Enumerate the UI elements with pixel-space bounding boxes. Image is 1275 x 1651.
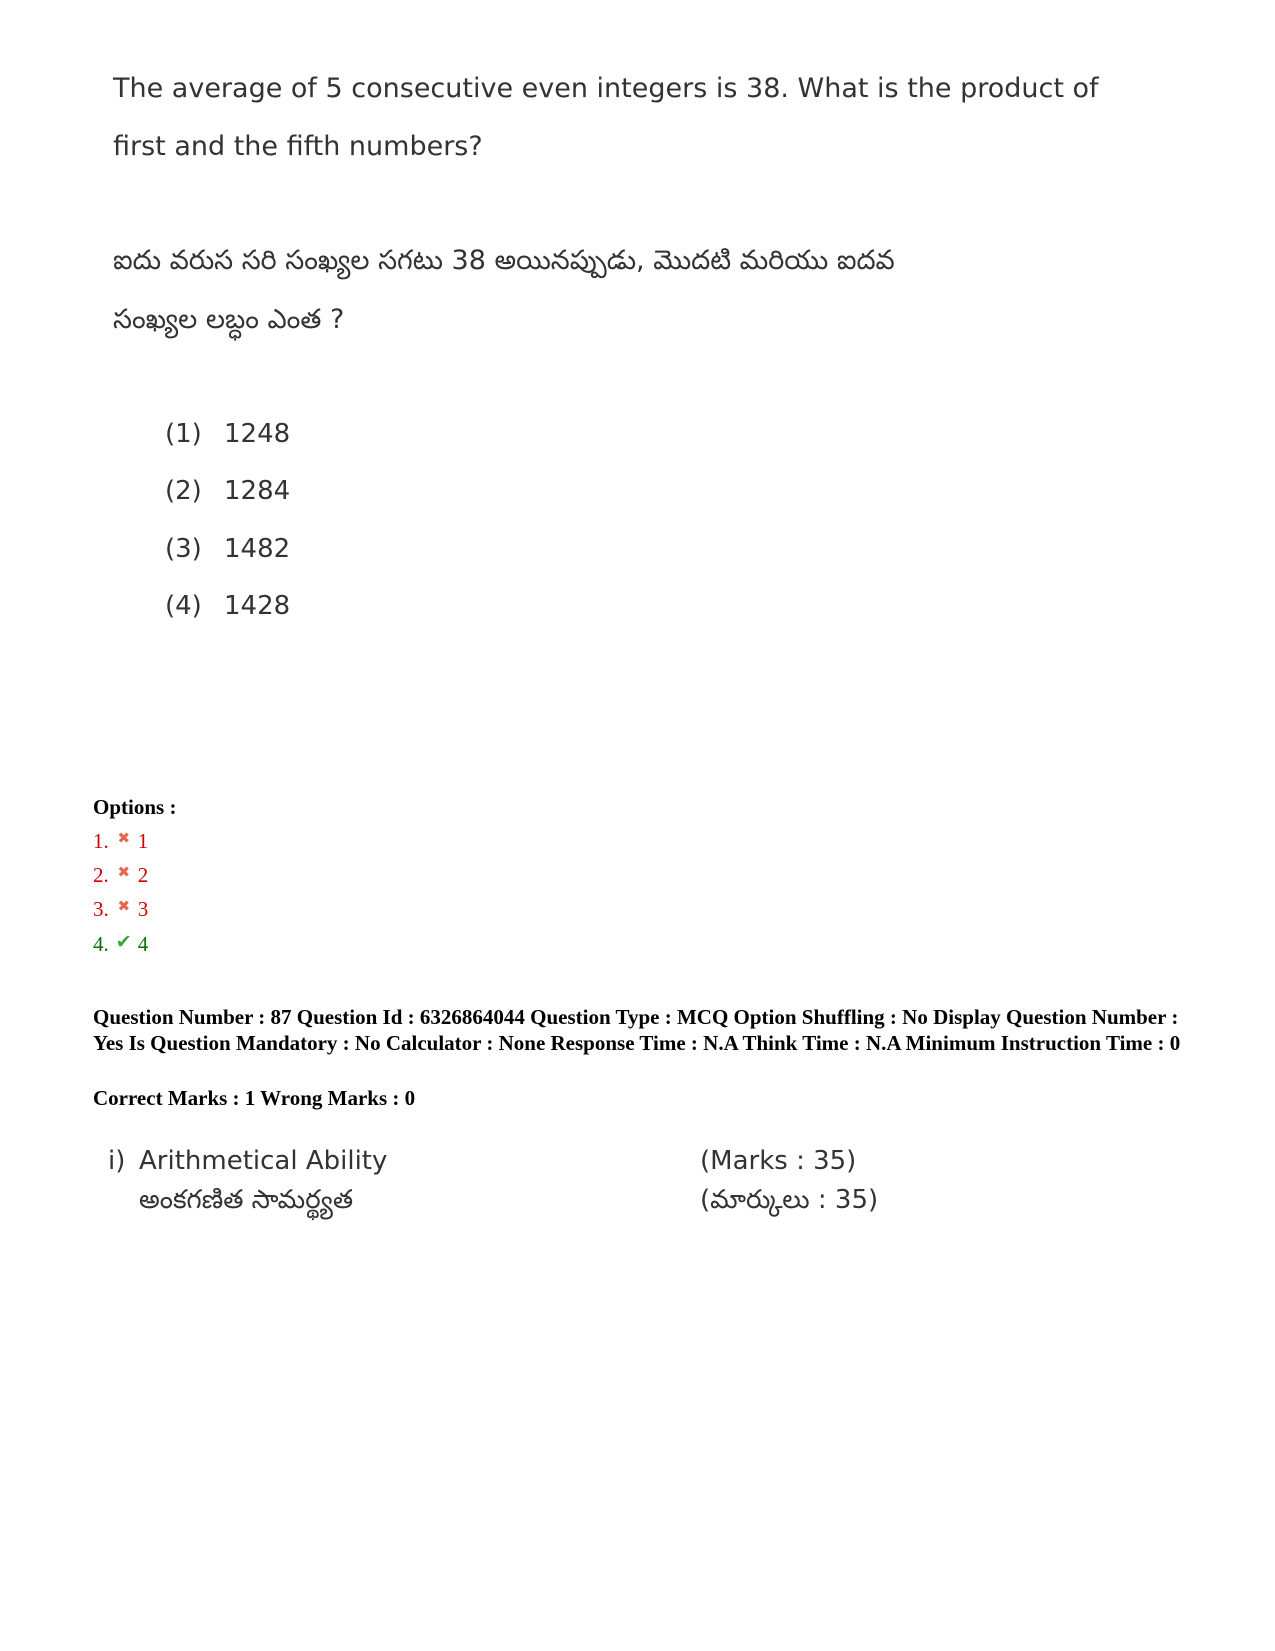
cross-icon: ✖ (117, 831, 131, 847)
section-title-english: Arithmetical Ability (139, 1146, 388, 1176)
answer-choice-number: (4) (165, 591, 202, 621)
answer-choice-value: 1428 (224, 591, 291, 621)
option-item (93, 829, 148, 854)
option-index: 4. (93, 932, 109, 956)
answer-choice (165, 534, 290, 564)
answer-choice (165, 419, 290, 449)
answer-choice-value: 1248 (224, 419, 291, 449)
option-index: 1. (93, 829, 109, 853)
option-index: 2. (93, 863, 109, 887)
option-label: 2 (137, 863, 149, 887)
section-marks-telugu: (మార్కులు : 35) (700, 1185, 879, 1215)
section-number: i) (108, 1146, 126, 1176)
answer-choice (165, 591, 290, 621)
question-text-english-line1: The average of 5 consecutive even integers is 38. What is the product of (113, 73, 1099, 104)
question-text-telugu-line1: ఐదు వరుస సరి సంఖ్యల సగటు 38 అయినప్పుడు, మొదటి మరియు ఐదవ (113, 245, 895, 276)
section-marks-english: (Marks : 35) (700, 1146, 857, 1176)
answer-choice-value: 1482 (224, 534, 291, 564)
option-item (93, 863, 148, 888)
question-text-english-line2: first and the fifth numbers? (113, 131, 483, 162)
answer-choice (165, 476, 290, 506)
option-label: 1 (137, 829, 149, 853)
marks-info: Correct Marks : 1 Wrong Marks : 0 (93, 1086, 416, 1110)
option-index: 3. (93, 897, 109, 921)
answer-choice-number: (1) (165, 419, 202, 449)
options-heading: Options : (93, 795, 177, 819)
answer-choice-value: 1284 (224, 476, 291, 506)
check-icon: ✔ (115, 932, 132, 953)
option-item (93, 897, 148, 922)
answer-choice-number: (2) (165, 476, 202, 506)
option-label: 4 (137, 932, 149, 956)
question-metadata: Question Number : 87 Question Id : 6326864044 Question Type : MCQ Option Shuffling : No Display Question Number : Yes Is Question Mandatory : No Calculator : None Response Time : N.A Think Time : N.A Minimum Instruction Time : 0 (93, 1005, 1181, 1055)
answer-choice-number: (3) (165, 534, 202, 564)
question-text-telugu-line2: సంఖ్యల లబ్ధం ఎంత ? (113, 304, 345, 335)
cross-icon: ✖ (117, 899, 131, 915)
option-label: 3 (137, 897, 149, 921)
section-title-telugu: అంకగణిత సామర్థ్యత (139, 1185, 354, 1215)
cross-icon: ✖ (117, 865, 131, 881)
option-item-correct (93, 931, 148, 957)
